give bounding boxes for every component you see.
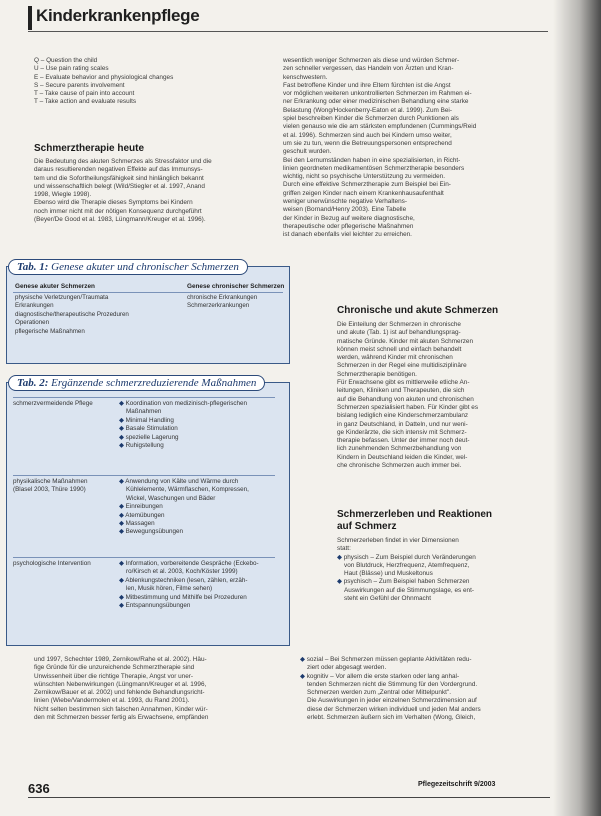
- bullet-icon: ◆: [119, 511, 126, 519]
- text-line: Operationen: [15, 319, 50, 327]
- journal-name: Pflegezeitschrift 9/2003: [418, 781, 496, 788]
- tab1-acute-list: [15, 294, 185, 336]
- bullet-line: [300, 706, 550, 714]
- text-line: Unwissenheit über die richtige Therapie, Angst vor uner-: [34, 672, 194, 680]
- measure-line: [119, 602, 275, 610]
- bullet-line: [300, 673, 550, 681]
- paragraph-line: [34, 199, 274, 207]
- text-line: den mit Schmerzen besser fertig als Erwachsene, empfänden: [34, 714, 209, 722]
- paragraph-line: [337, 462, 547, 470]
- paragraph-line: [34, 166, 274, 174]
- bullet-icon: ◆: [119, 416, 126, 424]
- category-line: [13, 486, 113, 494]
- text-line: Q – Question the child: [34, 57, 98, 64]
- tab2-category: [13, 400, 113, 408]
- tab2-measures: [119, 560, 275, 610]
- text-line: um sie zu tun, wenn die Betreuungspersonen entsprechend: [283, 139, 452, 147]
- text-line: che chronische Schmerzen auch immer bei.: [337, 462, 462, 470]
- tab1-acute-item: [15, 294, 185, 302]
- text-line: therapeutische oder pflegerische Maßnahmen: [283, 222, 414, 230]
- text-line: U – Use pain rating scales: [34, 65, 109, 73]
- text-line: kognitiv – Vor allem die erste starken oder lang anhal-: [306, 672, 460, 680]
- paragraph-line: [34, 681, 294, 689]
- paragraph-line: [283, 65, 545, 73]
- tab1-number: Tab. 1:: [17, 261, 49, 273]
- measure-line: [119, 434, 275, 442]
- paragraph-line: [337, 329, 547, 337]
- text-line: Minimal Handling: [125, 416, 174, 424]
- paragraph-line: [337, 421, 547, 429]
- text-line: und wissenschaftlich belegt (Wild/Stiegler et al. 1997, Anand: [34, 182, 205, 190]
- text-line: diese der Schmerzen wirken individuell und jeden Mal anders: [307, 705, 481, 713]
- text-line: Basale Stimulation: [125, 425, 178, 433]
- text-line: Bei den Lernumständen haben in eine spezialisierten, in Richt-: [283, 156, 461, 164]
- text-line: Ebenso wird die Therapie dieses Symptoms bei Kindern: [34, 199, 193, 207]
- left-section: [34, 143, 274, 224]
- text-line: Schmerzen in der Regel eine multidisziplinäre: [337, 362, 467, 370]
- text-line: pflegerische Maßnahmen: [15, 327, 85, 335]
- text-line: matische Gründe. Kinder mit akuten Schmerzen: [337, 337, 474, 345]
- tab1-head-right: Genese chronischer Schmerzen: [187, 283, 285, 290]
- bullet-line: [337, 595, 547, 603]
- bullet-line: [337, 578, 547, 586]
- paragraph-line: [337, 545, 547, 553]
- text-line: Massagen: [125, 520, 155, 528]
- paragraph-line: [283, 231, 545, 239]
- bullet-icon: ◆: [119, 576, 126, 584]
- text-line: daraus resultierenden negativen Effekte auf das Immunsys-: [34, 166, 203, 174]
- text-line: ist danach ebenfalls viel leichter zu erreichen.: [283, 231, 412, 239]
- text-line: diagnostische/therapeutische Prozeduren: [15, 310, 129, 318]
- text-line: Kindern in Deutschland leiden die Kinder, wel-: [337, 453, 468, 461]
- text-line: Schmerzerleben und Reaktionen: [337, 509, 493, 520]
- text-line: Nicht selten bestimmen sich falschen Annahmen, Kinder wür-: [34, 705, 208, 713]
- heading-line: [337, 521, 547, 533]
- tab1-acute-item: [15, 302, 185, 310]
- measure-line: [119, 594, 275, 602]
- paragraph-line: [34, 656, 294, 664]
- text-line: et al. 1996). Schmerzen sind auch bei Kindern umso weiter,: [283, 131, 452, 139]
- bullet-icon: ◆: [119, 602, 126, 610]
- text-line: tem und die Sofortheilungsfähigkeit sind hinlänglich bekannt: [34, 174, 204, 182]
- section-heading-chronische: Chronische und akute Schmerzen: [337, 305, 499, 316]
- text-line: fige Gründe für die unzureichende Schmerztherapie sind: [34, 664, 195, 672]
- text-line: leitungen, Kliniken und Therapeuten, die sich: [337, 387, 465, 395]
- paragraph-line: [337, 346, 547, 354]
- tab1-divider: [13, 292, 283, 293]
- text-line: Schmerztherapie benötigen.: [337, 370, 417, 378]
- text-line: Belastung (Wong/Hockenberry-Eaton et al. 1999). Zum Bei-: [283, 106, 452, 114]
- text-line: wesentlich weniger Schmerzen als diese und würden Schmer-: [283, 57, 460, 64]
- bullet-line: [300, 697, 550, 705]
- paragraph-line: [34, 158, 274, 166]
- measure-line: [119, 560, 275, 568]
- text-line: erlebt. Schmerzen äußern sich im Verhalten (Wong, Gleich,: [307, 714, 476, 722]
- text-line: auf die Behandlung von akuten und chronischen: [337, 395, 474, 403]
- text-line: und akute (Tab. 1) ist auf behandlungsprag-: [337, 329, 461, 337]
- bullet-icon: ◆: [119, 433, 126, 441]
- paragraph-line: [283, 90, 545, 98]
- text-line: griffen zeigen Kinder nach einem Krankenhausaufenthalt: [283, 189, 444, 197]
- text-line: Schmerzen spezialisiert haben. Für Kinder gibt es: [337, 403, 479, 411]
- measure-line: [119, 512, 275, 520]
- paragraph-line: [283, 82, 545, 90]
- bottom-right-text: [300, 656, 550, 722]
- header-bar: [28, 6, 32, 30]
- paragraph-line: [34, 216, 274, 224]
- bullet-icon: ◆: [119, 560, 126, 567]
- text-line: Für Erwachsene gibt es mittlerweile etliche An-: [337, 379, 470, 387]
- tab2-measures: [119, 400, 275, 450]
- paragraph-line: [283, 181, 545, 189]
- paragraph-line: [337, 379, 547, 387]
- text-line: Die Bedeutung des akuten Schmerzes als Stressfaktor und die: [34, 158, 212, 165]
- text-line: der Kinder in Bezug auf weitere diagnostische,: [283, 214, 415, 222]
- text-line: steht ein Gefühl der Ohnmacht: [344, 595, 432, 603]
- paragraph-line: [34, 175, 274, 183]
- text-line: Mitbestimmung und Mithilfe bei Prozeduren: [125, 593, 247, 601]
- measure-line: [119, 568, 275, 576]
- text-line: T – Take action and evaluate results: [34, 98, 137, 106]
- measure-line: [119, 478, 275, 486]
- paragraph-line: [337, 338, 547, 346]
- paragraph-line: [283, 115, 545, 123]
- question-item: [34, 82, 274, 90]
- text-line: Die Auswirkungen in jeder einzelnen Schmerzdimension auf: [307, 697, 477, 705]
- paragraph-line: [34, 706, 294, 714]
- tab1-title: [8, 259, 248, 275]
- tab2-category: [13, 560, 113, 568]
- paragraph-line: [337, 445, 547, 453]
- text-line: therapie befassen. Unter der immer noch deut-: [337, 437, 470, 445]
- text-line: können meist schnell und einfach behandelt: [337, 345, 462, 353]
- paragraph-line: [283, 206, 545, 214]
- text-line: Ablenkungstechniken (lesen, zählen, erzäh-: [125, 576, 248, 584]
- paragraph-line: [337, 404, 547, 412]
- paragraph-line: [283, 173, 545, 181]
- text-line: wünschten Nebenwirkungen (Lüngmann/Kreuger et al. 1996,: [34, 680, 207, 688]
- measure-line: [119, 495, 275, 503]
- section-heading-schmerzerleben: [337, 509, 547, 533]
- text-line: Die Einteilung der Schmerzen in chronische: [337, 321, 461, 328]
- tab2-title-text: Ergänzende schmerzreduzierende Maßnahmen: [51, 377, 257, 389]
- category-line: [13, 560, 113, 568]
- text-line: Koordination von medizinisch-pflegerischen: [125, 400, 248, 407]
- paragraph-line: [337, 371, 547, 379]
- paragraph-line: [34, 689, 294, 697]
- paragraph-line: [337, 354, 547, 362]
- paragraph-line: [337, 454, 547, 462]
- text-line: 1998, Wiegle 1998).: [34, 191, 92, 199]
- text-line: wichtig, nicht so psychische Unterstützung zu vermeiden.: [283, 173, 445, 181]
- text-line: bislang lediglich eine Kinderschmerzambulanz: [337, 412, 469, 420]
- right-section-erleben: [337, 509, 547, 603]
- text-line: zen schneller vergessen, das Handeln von Ärzten und Kran-: [283, 65, 454, 73]
- text-line: linien geordneten medikamentösen Schmerztherapie besonders: [283, 164, 465, 172]
- bullet-line: [300, 714, 550, 722]
- tab2-measures: [119, 478, 275, 537]
- measure-line: [119, 528, 275, 536]
- right-section-chronic: [337, 305, 547, 470]
- text-line: Kühlelemente, Wärmflaschen, Kompressen,: [126, 486, 249, 494]
- text-line: und 1997, Schechter 1989, Zernikow/Rahe et al. 2002). Häu-: [34, 656, 207, 663]
- section-heading-schmerztherapie: Schmerztherapie heute: [34, 143, 145, 154]
- category-line: [13, 478, 113, 486]
- tab2-row: [13, 397, 275, 476]
- text-line: Entspannungsübungen: [125, 602, 191, 610]
- paragraph-line: [283, 98, 545, 106]
- bullet-icon: ◆: [119, 425, 126, 433]
- text-line: S – Secure parents involvement: [34, 81, 125, 89]
- text-line: spezielle Lagerung: [125, 433, 179, 441]
- question-item: [34, 90, 274, 98]
- paragraph-line: [283, 223, 545, 231]
- text-line: sozial – Bei Schmerzen müssen geplante Aktivitäten redu-: [306, 656, 472, 663]
- bullet-line: [300, 664, 550, 672]
- text-line: Zernikow/Bauer et al. 2002) und fehlende Behandlungsricht-: [34, 689, 205, 697]
- paragraph-line: [283, 198, 545, 206]
- text-line: physikalische Maßnahmen: [13, 478, 88, 485]
- measure-line: [119, 442, 275, 450]
- tab1-chronic-item: [187, 294, 287, 302]
- text-line: in ganz Deutschland, in Datteln, und nur weni-: [337, 420, 468, 428]
- bullet-line: [300, 689, 550, 697]
- text-line: statt:: [337, 545, 351, 553]
- measure-line: [119, 486, 275, 494]
- text-line: Anwendung von Kälte und Wärme durch: [125, 478, 239, 485]
- right-paragraph-2: [337, 321, 547, 470]
- bullet-line: [300, 681, 550, 689]
- text-line: ge Kinderärzte, die sich intensiv mit Schmerz-: [337, 428, 467, 436]
- text-line: physisch – Zum Beispiel durch Veränderungen: [343, 553, 476, 561]
- paragraph-line: [283, 215, 545, 223]
- paragraph-line: [337, 321, 547, 329]
- paragraph-line: [283, 148, 545, 156]
- question-item: [34, 57, 274, 65]
- text-line: geschult wurden.: [283, 148, 332, 156]
- paragraph-line: [283, 140, 545, 148]
- bullet-icon: ◆: [119, 442, 126, 450]
- bullet-icon: ◆: [337, 578, 344, 586]
- question-item: [34, 74, 274, 82]
- text-line: Wickel, Waschungen und Bäder: [126, 494, 216, 502]
- paragraph-line: [337, 387, 547, 395]
- table-1: [6, 266, 290, 364]
- text-line: vor möglichen weiteren unkontrollierten Schmerzen im Rahmen ei-: [283, 90, 472, 98]
- text-line: kenschwestern.: [283, 73, 328, 81]
- left-paragraph: [34, 158, 274, 224]
- bullet-icon: ◆: [119, 593, 126, 601]
- text-line: lich zunehmenden Schmerzbehandlung von: [337, 445, 462, 453]
- bullet-icon: ◆: [119, 400, 126, 407]
- paragraph-line: [34, 208, 274, 216]
- tab1-acute-item: [15, 328, 185, 336]
- bullet-icon: ◆: [119, 478, 126, 485]
- text-line: ziert oder abgesagt werden.: [307, 664, 387, 672]
- paragraph-line: [337, 362, 547, 370]
- measure-line: [119, 400, 275, 408]
- measure-line: [119, 585, 275, 593]
- tab1-chronic-list: [187, 294, 287, 311]
- text-line: linien (Wiebe/Vandermolen et al. 1993, du Rand 2001).: [34, 697, 190, 705]
- question-item: [34, 98, 274, 106]
- paragraph-line: [283, 157, 545, 165]
- paragraph-line: [337, 437, 547, 445]
- page-fold-shadow: [553, 0, 601, 816]
- text-line: (Beyer/De Good et al. 1983, Lüngmann/Kreuger et al. 1996).: [34, 216, 206, 224]
- paragraph-line: [34, 697, 294, 705]
- paragraph-line: [283, 190, 545, 198]
- paragraph-line: [283, 107, 545, 115]
- text-line: E – Evaluate behavior and physiological changes: [34, 73, 174, 81]
- paragraph-line: [34, 664, 294, 672]
- tab2-row: [13, 557, 275, 638]
- text-line: noch immer nicht mit der nötigen Konsequenz durchgeführt: [34, 207, 202, 215]
- tab2-row: [13, 475, 275, 558]
- text-line: Fast betroffene Kinder und ihre Eltern fürchten ist die Angst: [283, 81, 451, 89]
- footer-rule: [28, 797, 550, 798]
- page-header: Kinderkrankenpflege: [36, 6, 200, 25]
- text-line: Atemübungen: [125, 511, 165, 519]
- tab1-head-left: Genese akuter Schmerzen: [15, 283, 95, 290]
- header-rule: [28, 31, 548, 32]
- text-line: psychologische Intervention: [13, 560, 91, 567]
- text-line: psychisch – Zum Beispiel haben Schmerzen: [343, 578, 470, 586]
- text-line: chronische Erkrankungen: [187, 294, 258, 301]
- bullet-icon: ◆: [300, 672, 307, 680]
- text-line: vielen genauso wie die am stärksten empfundenen (Cummings/Reid: [283, 123, 477, 131]
- measure-line: [119, 417, 275, 425]
- bullet-icon: ◆: [119, 520, 126, 528]
- bullet-line: [337, 554, 547, 562]
- measure-line: [119, 520, 275, 528]
- text-line: ro/Kirsch et al. 2003, Koch/Köster 1999): [126, 568, 238, 576]
- heading-line: [337, 509, 547, 521]
- category-line: [13, 400, 113, 408]
- bullet-line: [337, 570, 547, 578]
- text-line: Bewegungsübungen: [125, 528, 184, 536]
- tab1-chronic-item: [187, 302, 287, 310]
- question-list: [34, 57, 274, 107]
- bullet-icon: ◆: [119, 503, 126, 511]
- left-continuation: [34, 656, 294, 722]
- text-line: Schmerzerleben findet in vier Dimensionen: [337, 537, 459, 544]
- tab2-category: [13, 478, 113, 495]
- text-line: Schmerzerkrankungen: [187, 302, 250, 310]
- text-line: schmerzvermeidende Pflege: [13, 400, 93, 407]
- question-item: [34, 65, 274, 73]
- text-line: spiel beschreiben Kinder die Schmerzen durch Punktionen als: [283, 115, 459, 123]
- paragraph-line: [283, 74, 545, 82]
- page-number: 636: [28, 781, 50, 796]
- text-line: auf Schmerz: [337, 521, 397, 532]
- right-paragraph-1: [283, 57, 545, 240]
- bullet-icon: ◆: [119, 528, 126, 536]
- text-line: weisen (Bornand/Henry 2003). Eine Tabelle: [283, 206, 407, 214]
- text-line: Erkrankungen: [15, 302, 54, 310]
- paragraph-line: [337, 396, 547, 404]
- text-line: ner Erkrankung oder einer medizinischen Behandlung eine starke: [283, 98, 469, 106]
- measure-line: [119, 577, 275, 585]
- text-line: tenden Schmerzen nicht die Stimmung für den Vordergrund.: [307, 680, 478, 688]
- text-line: werden, während Kinder mit chronischen: [337, 354, 453, 362]
- paragraph-line: [34, 714, 294, 722]
- tab1-acute-item: [15, 311, 185, 319]
- tab1-title-text: Genese akuter und chronischer Schmerzen: [51, 261, 239, 273]
- paragraph-line: [283, 165, 545, 173]
- text-line: Auswirkungen auf die Stimmungslage, es ent-: [344, 586, 475, 594]
- text-line: Einreibungen: [125, 503, 163, 511]
- text-line: (Blasel 2003, Thüre 1990): [13, 486, 86, 494]
- paragraph-line: [337, 412, 547, 420]
- paragraph-line: [283, 123, 545, 131]
- tab2-number: Tab. 2:: [17, 377, 49, 389]
- text-line: weniger unerwünschte negative Verhaltens-: [283, 198, 407, 206]
- paragraph-line: [337, 429, 547, 437]
- text-line: Information, vorbereitende Gespräche (Eckebo-: [125, 560, 259, 567]
- bullet-line: [337, 562, 547, 570]
- text-line: physische Verletzungen/Traumata: [15, 294, 109, 301]
- text-line: len, Musik hören, Filme sehen): [126, 585, 213, 593]
- paragraph-line: [337, 537, 547, 545]
- text-line: Schmerzen werden zum „Zentral oder Mittelpunkt".: [307, 689, 451, 697]
- paragraph-line: [34, 183, 274, 191]
- text-line: Maßnahmen: [126, 408, 162, 416]
- measure-line: [119, 425, 275, 433]
- measure-line: [119, 408, 275, 416]
- tab2-title: [8, 375, 265, 391]
- paragraph-line: [283, 132, 545, 140]
- text-line: von Blutdruck, Herzfrequenz, Atemfrequenz,: [344, 561, 470, 569]
- text-line: Durch eine effektive Schmerztherapie zum Beispiel bei Ein-: [283, 181, 451, 189]
- paragraph-line: [34, 191, 274, 199]
- measure-line: [119, 503, 275, 511]
- bullet-line: [300, 656, 550, 664]
- text-line: Ruhigstellung: [125, 442, 164, 450]
- bullet-icon: ◆: [337, 553, 344, 561]
- paragraph-line: [34, 673, 294, 681]
- table-2: [6, 382, 290, 646]
- text-line: Haut (Blässe) und Muskeltonus: [344, 570, 433, 578]
- bullet-line: [337, 587, 547, 595]
- bullet-icon: ◆: [300, 656, 307, 663]
- text-line: T – Take cause of pain into account: [34, 90, 135, 98]
- tab1-acute-item: [15, 319, 185, 327]
- right-paragraph-3: [337, 537, 547, 603]
